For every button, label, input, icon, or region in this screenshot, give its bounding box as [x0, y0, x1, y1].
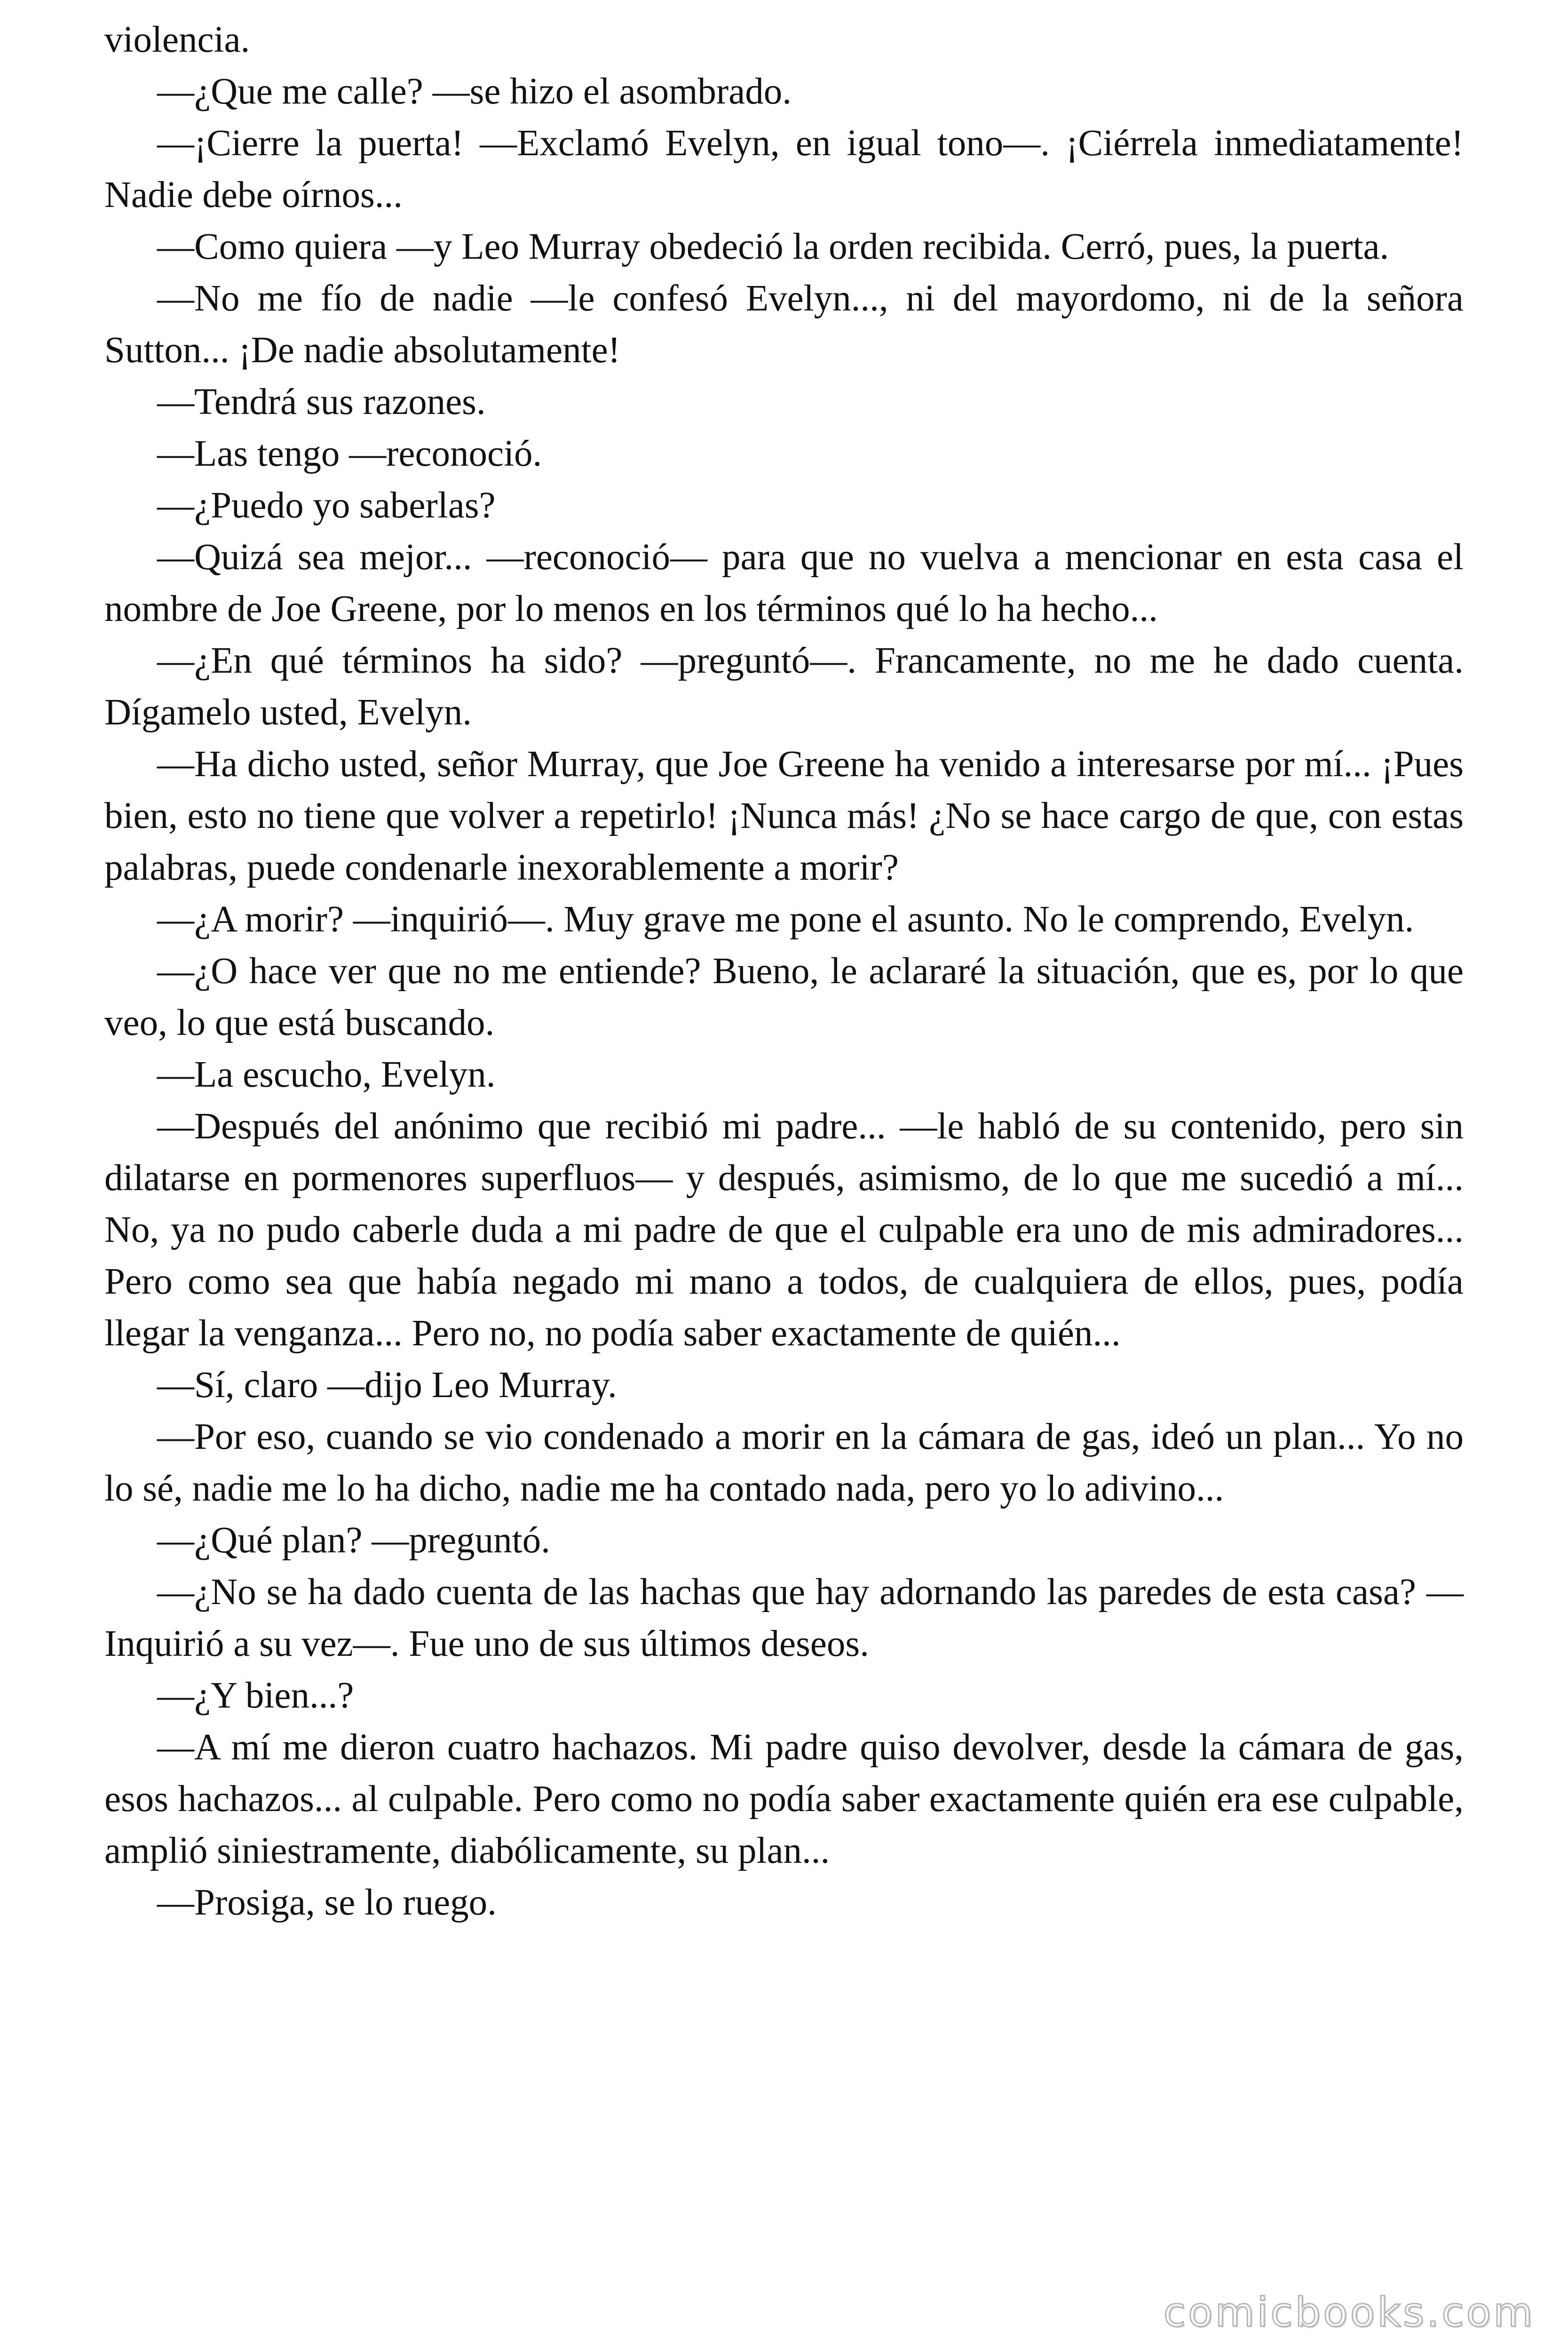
paragraph-5: —No me fío de nadie —le confesó Evelyn..., ni del mayordomo, ni de la señora Sutton... ¡De nadie absolutamente!	[104, 278, 1464, 371]
paragraph-19: —¿No se ha dado cuenta de las hachas que hay adornando las paredes de esta casa? —Inquirió a su vez—. Fue uno de sus últimos deseos.	[104, 1572, 1464, 1664]
paragraph-2: —¿Que me calle? —se hizo el asombrado.	[157, 71, 792, 112]
paragraph-22: —Prosiga, se lo ruego.	[157, 1882, 497, 1923]
paragraph-10: —¿En qué términos ha sido? —preguntó—. Francamente, no me he dado cuenta. Dígamelo usted, Evelyn.	[104, 640, 1464, 733]
paragraph-16: —Sí, claro —dijo Leo Murray.	[157, 1365, 617, 1406]
body-text	[104, 14, 1464, 1929]
paragraph-4: —Como quiera —y Leo Murray obedeció la orden recibida. Cerró, pues, la puerta.	[157, 226, 1389, 267]
paragraph-8: —¿Puedo yo saberlas?	[157, 485, 496, 526]
paragraph-12: —¿A morir? —inquirió—. Muy grave me pone el asunto. No le comprendo, Evelyn.	[157, 899, 1414, 940]
paragraph-1: violencia.	[104, 19, 250, 60]
paragraph-11: —Ha dicho usted, señor Murray, que Joe Greene ha venido a interesarse por mí... ¡Pues bien, esto no tiene que volver a repetirlo! ¡Nunca más! ¿No se hace cargo de que, con estas palabras, puede condenarle inexorablemente a morir?	[104, 744, 1464, 888]
paragraph-20: —¿Y bien...?	[157, 1675, 354, 1716]
paragraph-18: —¿Qué plan? —preguntó.	[157, 1520, 550, 1561]
paragraph-21: —A mí me dieron cuatro hachazos. Mi padre quiso devolver, desde la cámara de gas, esos hachazos... al culpable. Pero como no podía saber exactamente quién era ese culpable, amplió siniestramente, diabólicamente, su plan...	[104, 1727, 1464, 1871]
paragraph-17: —Por eso, cuando se vio condenado a morir en la cámara de gas, ideó un plan... Yo no lo sé, nadie me lo ha dicho, nadie me ha contado nada, pero yo lo adivino...	[104, 1416, 1464, 1509]
paragraph-3: —¡Cierre la puerta! —Exclamó Evelyn, en igual tono—. ¡Ciérrela inmediatamente! Nadie debe oírnos...	[104, 123, 1464, 215]
watermark-logo: comicbooks.com	[1163, 2289, 1535, 2336]
paragraph-14: —La escucho, Evelyn.	[157, 1054, 496, 1095]
paragraph-6: —Tendrá sus razones.	[157, 381, 486, 422]
paragraph-7: —Las tengo —reconoció.	[157, 433, 542, 474]
paragraph-13: —¿O hace ver que no me entiende? Bueno, le aclararé la situación, que es, por lo que veo, lo que está buscando.	[104, 951, 1464, 1043]
paragraph-15: —Después del anónimo que recibió mi padre... —le habló de su contenido, pero sin dilatarse en pormenores superfluos— y después, asimismo, de lo que me sucedió a mí... No, ya no pudo caberle duda a mi padre de que el culpable era uno de mis admiradores... Pero como sea que había negado mi mano a todos, de cualquiera de ellos, pues, podía llegar la venganza... Pero no, no podía saber exactamente de quién...	[104, 1106, 1464, 1354]
paragraph-9: —Quizá sea mejor... —reconoció— para que no vuelva a mencionar en esta casa el nombre de Joe Greene, por lo menos en los términos qué lo ha hecho...	[104, 537, 1464, 629]
